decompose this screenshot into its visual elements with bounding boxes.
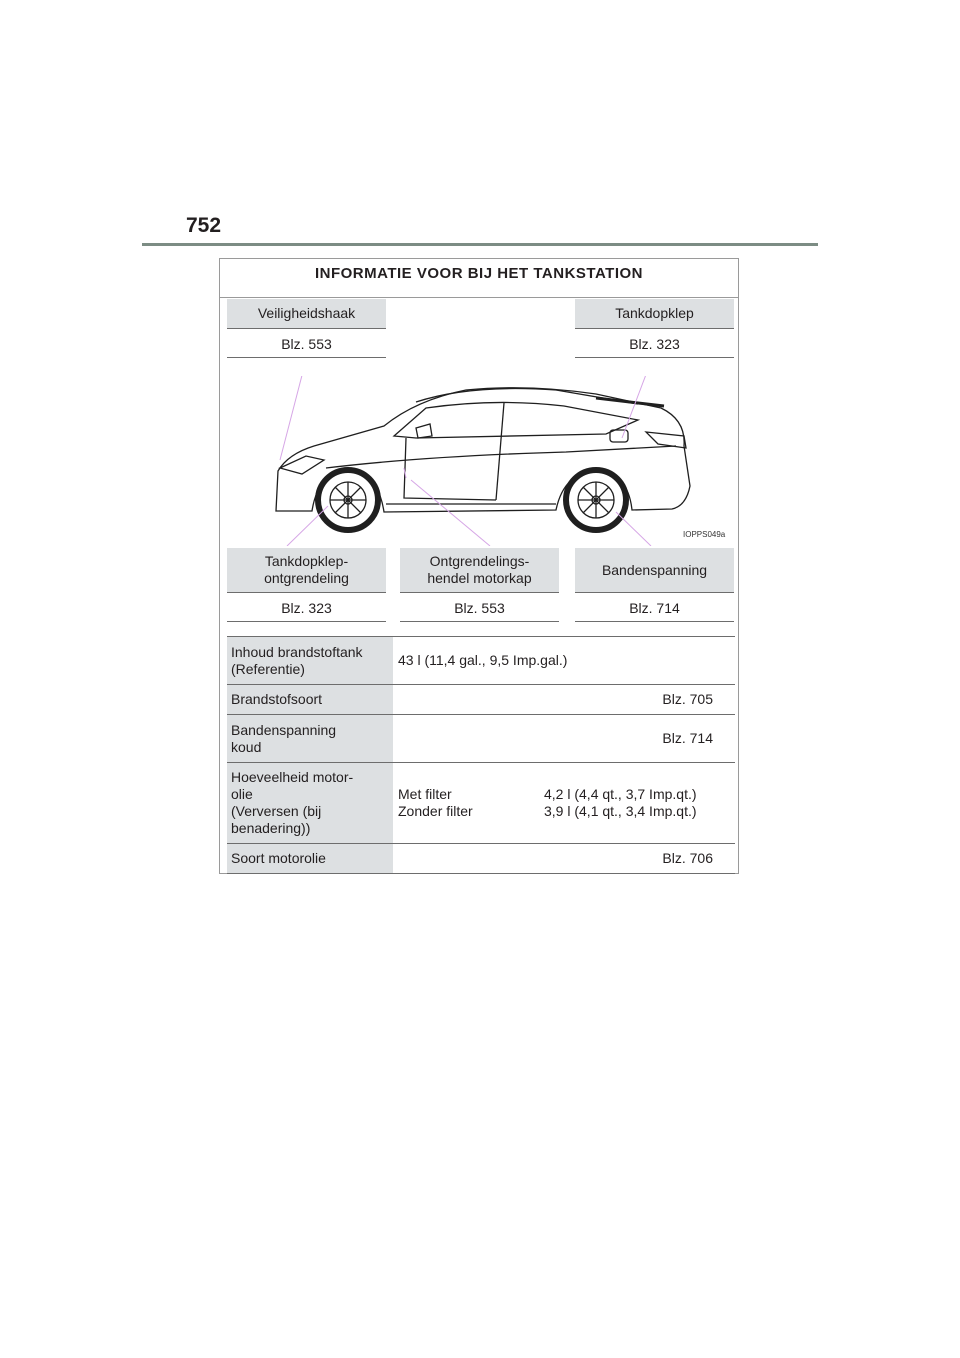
row-label: Hoeveelheid motor- olie (Verversen (bij benadering)) bbox=[227, 763, 393, 844]
callout-page-ref: Blz. 323 bbox=[227, 593, 386, 622]
header-rule bbox=[142, 243, 818, 246]
rear-wheel bbox=[566, 470, 626, 530]
callout-label: Tankdopklep- ontgrendeling bbox=[227, 548, 386, 593]
car-mirror bbox=[416, 424, 432, 438]
callout-fuel-door bbox=[575, 299, 734, 358]
page-number: 752 bbox=[186, 214, 222, 237]
leader-lines bbox=[280, 376, 653, 546]
callout-label: Veiligheidshaak bbox=[227, 299, 386, 329]
table-row bbox=[227, 844, 735, 874]
panel-title: INFORMATIE VOOR BIJ HET TANKSTATION bbox=[314, 265, 644, 282]
car-illustration bbox=[266, 376, 734, 546]
row-label: Inhoud brandstoftank (Referentie) bbox=[227, 637, 393, 685]
oil-key: Met filter bbox=[398, 786, 452, 802]
oil-value: 3,9 l (4,1 qt., 3,4 Imp.qt.) bbox=[544, 803, 697, 819]
callout-fuel-door-opener bbox=[227, 548, 386, 622]
callout-page-ref: Blz. 323 bbox=[575, 329, 734, 358]
spec-table bbox=[227, 636, 735, 874]
row-label: Brandstofsoort bbox=[227, 685, 393, 715]
oil-without-filter bbox=[398, 803, 713, 820]
car-fuel-door bbox=[610, 430, 628, 442]
callout-tire-pressure bbox=[575, 548, 734, 622]
car-window-line bbox=[394, 402, 638, 438]
callout-label: Tankdopklep bbox=[575, 299, 734, 329]
callout-page-ref: Blz. 553 bbox=[227, 329, 386, 358]
callout-label: Bandenspanning bbox=[575, 548, 734, 593]
row-label: Bandenspanning koud bbox=[227, 715, 393, 763]
oil-key: Zonder filter bbox=[398, 803, 473, 819]
car-front-door bbox=[404, 438, 496, 500]
car-side-line bbox=[326, 446, 676, 468]
oil-value: 4,2 l (4,4 qt., 3,7 Imp.qt.) bbox=[544, 786, 697, 802]
oil-with-filter bbox=[398, 786, 713, 803]
table-row bbox=[227, 715, 735, 763]
car-door-split bbox=[496, 403, 504, 500]
callout-page-ref: Blz. 553 bbox=[400, 593, 559, 622]
figure-code: IOPPS049a bbox=[683, 530, 726, 539]
car-spoiler bbox=[596, 398, 664, 406]
row-value: Blz. 706 bbox=[393, 844, 735, 874]
callout-label: Ontgrendelings- hendel motorkap bbox=[400, 548, 559, 593]
oil-capacity-values bbox=[393, 763, 735, 844]
car-taillight bbox=[646, 432, 686, 448]
row-value: Blz. 714 bbox=[393, 715, 735, 763]
callout-hood-release bbox=[400, 548, 559, 622]
table-row bbox=[227, 685, 735, 715]
row-label: Soort motorolie bbox=[227, 844, 393, 874]
title-divider bbox=[220, 297, 738, 298]
callout-safety-catch bbox=[227, 299, 386, 358]
table-row bbox=[227, 763, 735, 844]
row-value: Blz. 705 bbox=[393, 685, 735, 715]
front-wheel bbox=[318, 470, 378, 530]
car-headlight bbox=[280, 456, 324, 474]
row-value: 43 l (11,4 gal., 9,5 Imp.gal.) bbox=[393, 637, 735, 685]
table-row bbox=[227, 637, 735, 685]
callout-page-ref: Blz. 714 bbox=[575, 593, 734, 622]
